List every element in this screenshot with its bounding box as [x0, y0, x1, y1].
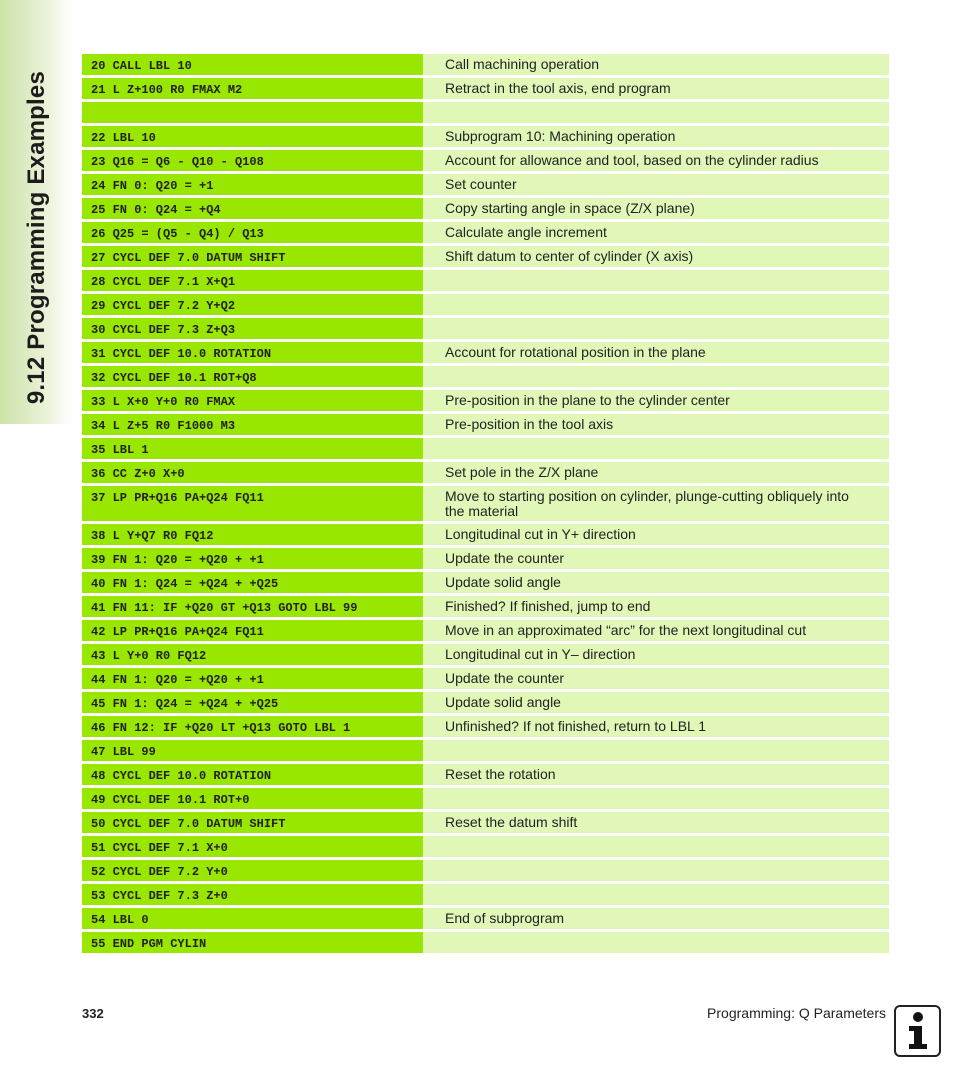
program-line-comment — [423, 366, 889, 387]
program-line-comment: Update solid angle — [423, 572, 889, 593]
program-line-row — [82, 836, 889, 857]
program-line-code: 46 FN 12: IF +Q20 LT +Q13 GOTO LBL 1 — [82, 716, 423, 737]
program-line-comment: Shift datum to center of cylinder (X axis) — [423, 246, 889, 267]
program-line-row — [82, 270, 889, 291]
program-line-comment — [423, 884, 889, 905]
program-line-row — [82, 668, 889, 689]
program-line-comment: Set counter — [423, 174, 889, 195]
program-line-comment: Longitudinal cut in Y+ direction — [423, 524, 889, 545]
program-line-code: 45 FN 1: Q24 = +Q24 + +Q25 — [82, 692, 423, 713]
program-listing — [82, 54, 889, 956]
program-line-row — [82, 740, 889, 761]
program-line-code: 53 CYCL DEF 7.3 Z+0 — [82, 884, 423, 905]
program-line-code: 34 L Z+5 R0 F1000 M3 — [82, 414, 423, 435]
program-line-code: 42 LP PR+Q16 PA+Q24 FQ11 — [82, 620, 423, 641]
program-line-row — [82, 390, 889, 411]
program-line-code: 50 CYCL DEF 7.0 DATUM SHIFT — [82, 812, 423, 833]
program-line-comment: Set pole in the Z/X plane — [423, 462, 889, 483]
program-line-row — [82, 788, 889, 809]
program-line-comment: Reset the rotation — [423, 764, 889, 785]
program-line-code: 23 Q16 = Q6 - Q10 - Q108 — [82, 150, 423, 171]
program-line-comment — [423, 836, 889, 857]
program-line-row — [82, 860, 889, 881]
program-line-code: 31 CYCL DEF 10.0 ROTATION — [82, 342, 423, 363]
program-line-code: 29 CYCL DEF 7.2 Y+Q2 — [82, 294, 423, 315]
program-line-row — [82, 342, 889, 363]
program-line-row — [82, 102, 889, 123]
program-line-row — [82, 366, 889, 387]
program-line-comment — [423, 294, 889, 315]
program-line-code: 44 FN 1: Q20 = +Q20 + +1 — [82, 668, 423, 689]
program-line-comment: Update the counter — [423, 548, 889, 569]
program-line-comment — [423, 788, 889, 809]
program-line-comment: Account for allowance and tool, based on the cylinder radius — [423, 150, 889, 171]
program-line-code: 39 FN 1: Q20 = +Q20 + +1 — [82, 548, 423, 569]
program-line-row — [82, 524, 889, 545]
program-line-row — [82, 462, 889, 483]
program-line-code: 33 L X+0 Y+0 R0 FMAX — [82, 390, 423, 411]
program-line-row — [82, 692, 889, 713]
program-line-comment: Update solid angle — [423, 692, 889, 713]
program-line-comment: Call machining operation — [423, 54, 889, 75]
program-line-comment: Update the counter — [423, 668, 889, 689]
program-line-comment: Move in an approximated “arc” for the next longitudinal cut — [423, 620, 889, 641]
program-line-row — [82, 150, 889, 171]
program-line-comment: End of subprogram — [423, 908, 889, 929]
program-line-row — [82, 318, 889, 339]
program-line-code: 26 Q25 = (Q5 - Q4) / Q13 — [82, 222, 423, 243]
program-line-comment — [423, 270, 889, 291]
program-line-row — [82, 54, 889, 75]
program-line-code: 52 CYCL DEF 7.2 Y+0 — [82, 860, 423, 881]
program-line-row — [82, 78, 889, 99]
program-line-code: 24 FN 0: Q20 = +1 — [82, 174, 423, 195]
page-number: 332 — [82, 1006, 104, 1021]
program-line-code: 30 CYCL DEF 7.3 Z+Q3 — [82, 318, 423, 339]
program-line-code: 48 CYCL DEF 10.0 ROTATION — [82, 764, 423, 785]
program-line-row — [82, 198, 889, 219]
program-line-comment: Longitudinal cut in Y– direction — [423, 644, 889, 665]
program-line-comment: Subprogram 10: Machining operation — [423, 126, 889, 147]
program-line-comment: Copy starting angle in space (Z/X plane) — [423, 198, 889, 219]
program-line-row — [82, 414, 889, 435]
program-line-row — [82, 222, 889, 243]
program-line-comment — [423, 318, 889, 339]
program-line-comment: Unfinished? If not finished, return to LBL 1 — [423, 716, 889, 737]
program-line-code: 32 CYCL DEF 10.1 ROT+Q8 — [82, 366, 423, 387]
program-line-code: 49 CYCL DEF 10.1 ROT+0 — [82, 788, 423, 809]
program-line-comment: Retract in the tool axis, end program — [423, 78, 889, 99]
program-line-code: 55 END PGM CYLIN — [82, 932, 423, 953]
program-line-code: 28 CYCL DEF 7.1 X+Q1 — [82, 270, 423, 291]
program-line-code: 41 FN 11: IF +Q20 GT +Q13 GOTO LBL 99 — [82, 596, 423, 617]
program-line-row — [82, 548, 889, 569]
program-line-code: 38 L Y+Q7 R0 FQ12 — [82, 524, 423, 545]
program-line-row — [82, 572, 889, 593]
program-line-row — [82, 932, 889, 953]
program-line-comment: Pre-position in the plane to the cylinder center — [423, 390, 889, 411]
program-line-code: 20 CALL LBL 10 — [82, 54, 423, 75]
program-line-row — [82, 644, 889, 665]
info-icon[interactable] — [894, 1005, 941, 1057]
program-line-comment — [423, 932, 889, 953]
program-line-row — [82, 486, 889, 521]
program-line-comment: Pre-position in the tool axis — [423, 414, 889, 435]
program-line-code: 36 CC Z+0 X+0 — [82, 462, 423, 483]
program-line-row — [82, 908, 889, 929]
program-line-comment — [423, 860, 889, 881]
program-line-row — [82, 246, 889, 267]
section-title: 9.12 Programming Examples — [23, 70, 50, 404]
program-line-row — [82, 596, 889, 617]
section-title-vertical — [0, 0, 74, 424]
program-line-row — [82, 884, 889, 905]
program-line-row — [82, 126, 889, 147]
program-line-code: 27 CYCL DEF 7.0 DATUM SHIFT — [82, 246, 423, 267]
program-line-comment: Move to starting position on cylinder, plunge-cutting obliquely into the material — [423, 486, 889, 521]
program-line-code: 47 LBL 99 — [82, 740, 423, 761]
info-glyph — [905, 1011, 931, 1051]
program-line-row — [82, 620, 889, 641]
program-line-code: 43 L Y+0 R0 FQ12 — [82, 644, 423, 665]
program-line-row — [82, 764, 889, 785]
program-line-row — [82, 174, 889, 195]
program-line-comment — [423, 438, 889, 459]
program-line-code: 37 LP PR+Q16 PA+Q24 FQ11 — [82, 486, 423, 521]
program-line-row — [82, 438, 889, 459]
program-line-comment — [423, 102, 889, 123]
program-line-comment: Account for rotational position in the plane — [423, 342, 889, 363]
program-line-row — [82, 716, 889, 737]
program-line-comment: Calculate angle increment — [423, 222, 889, 243]
chapter-title: Programming: Q Parameters — [707, 1005, 886, 1021]
program-line-row — [82, 812, 889, 833]
program-line-code: 54 LBL 0 — [82, 908, 423, 929]
program-line-comment — [423, 740, 889, 761]
program-line-code: 40 FN 1: Q24 = +Q24 + +Q25 — [82, 572, 423, 593]
program-line-code — [82, 102, 423, 123]
program-line-comment: Finished? If finished, jump to end — [423, 596, 889, 617]
program-line-code: 35 LBL 1 — [82, 438, 423, 459]
program-line-row — [82, 294, 889, 315]
program-line-code: 25 FN 0: Q24 = +Q4 — [82, 198, 423, 219]
program-line-code: 22 LBL 10 — [82, 126, 423, 147]
program-line-code: 21 L Z+100 R0 FMAX M2 — [82, 78, 423, 99]
program-line-code: 51 CYCL DEF 7.1 X+0 — [82, 836, 423, 857]
program-line-comment: Reset the datum shift — [423, 812, 889, 833]
